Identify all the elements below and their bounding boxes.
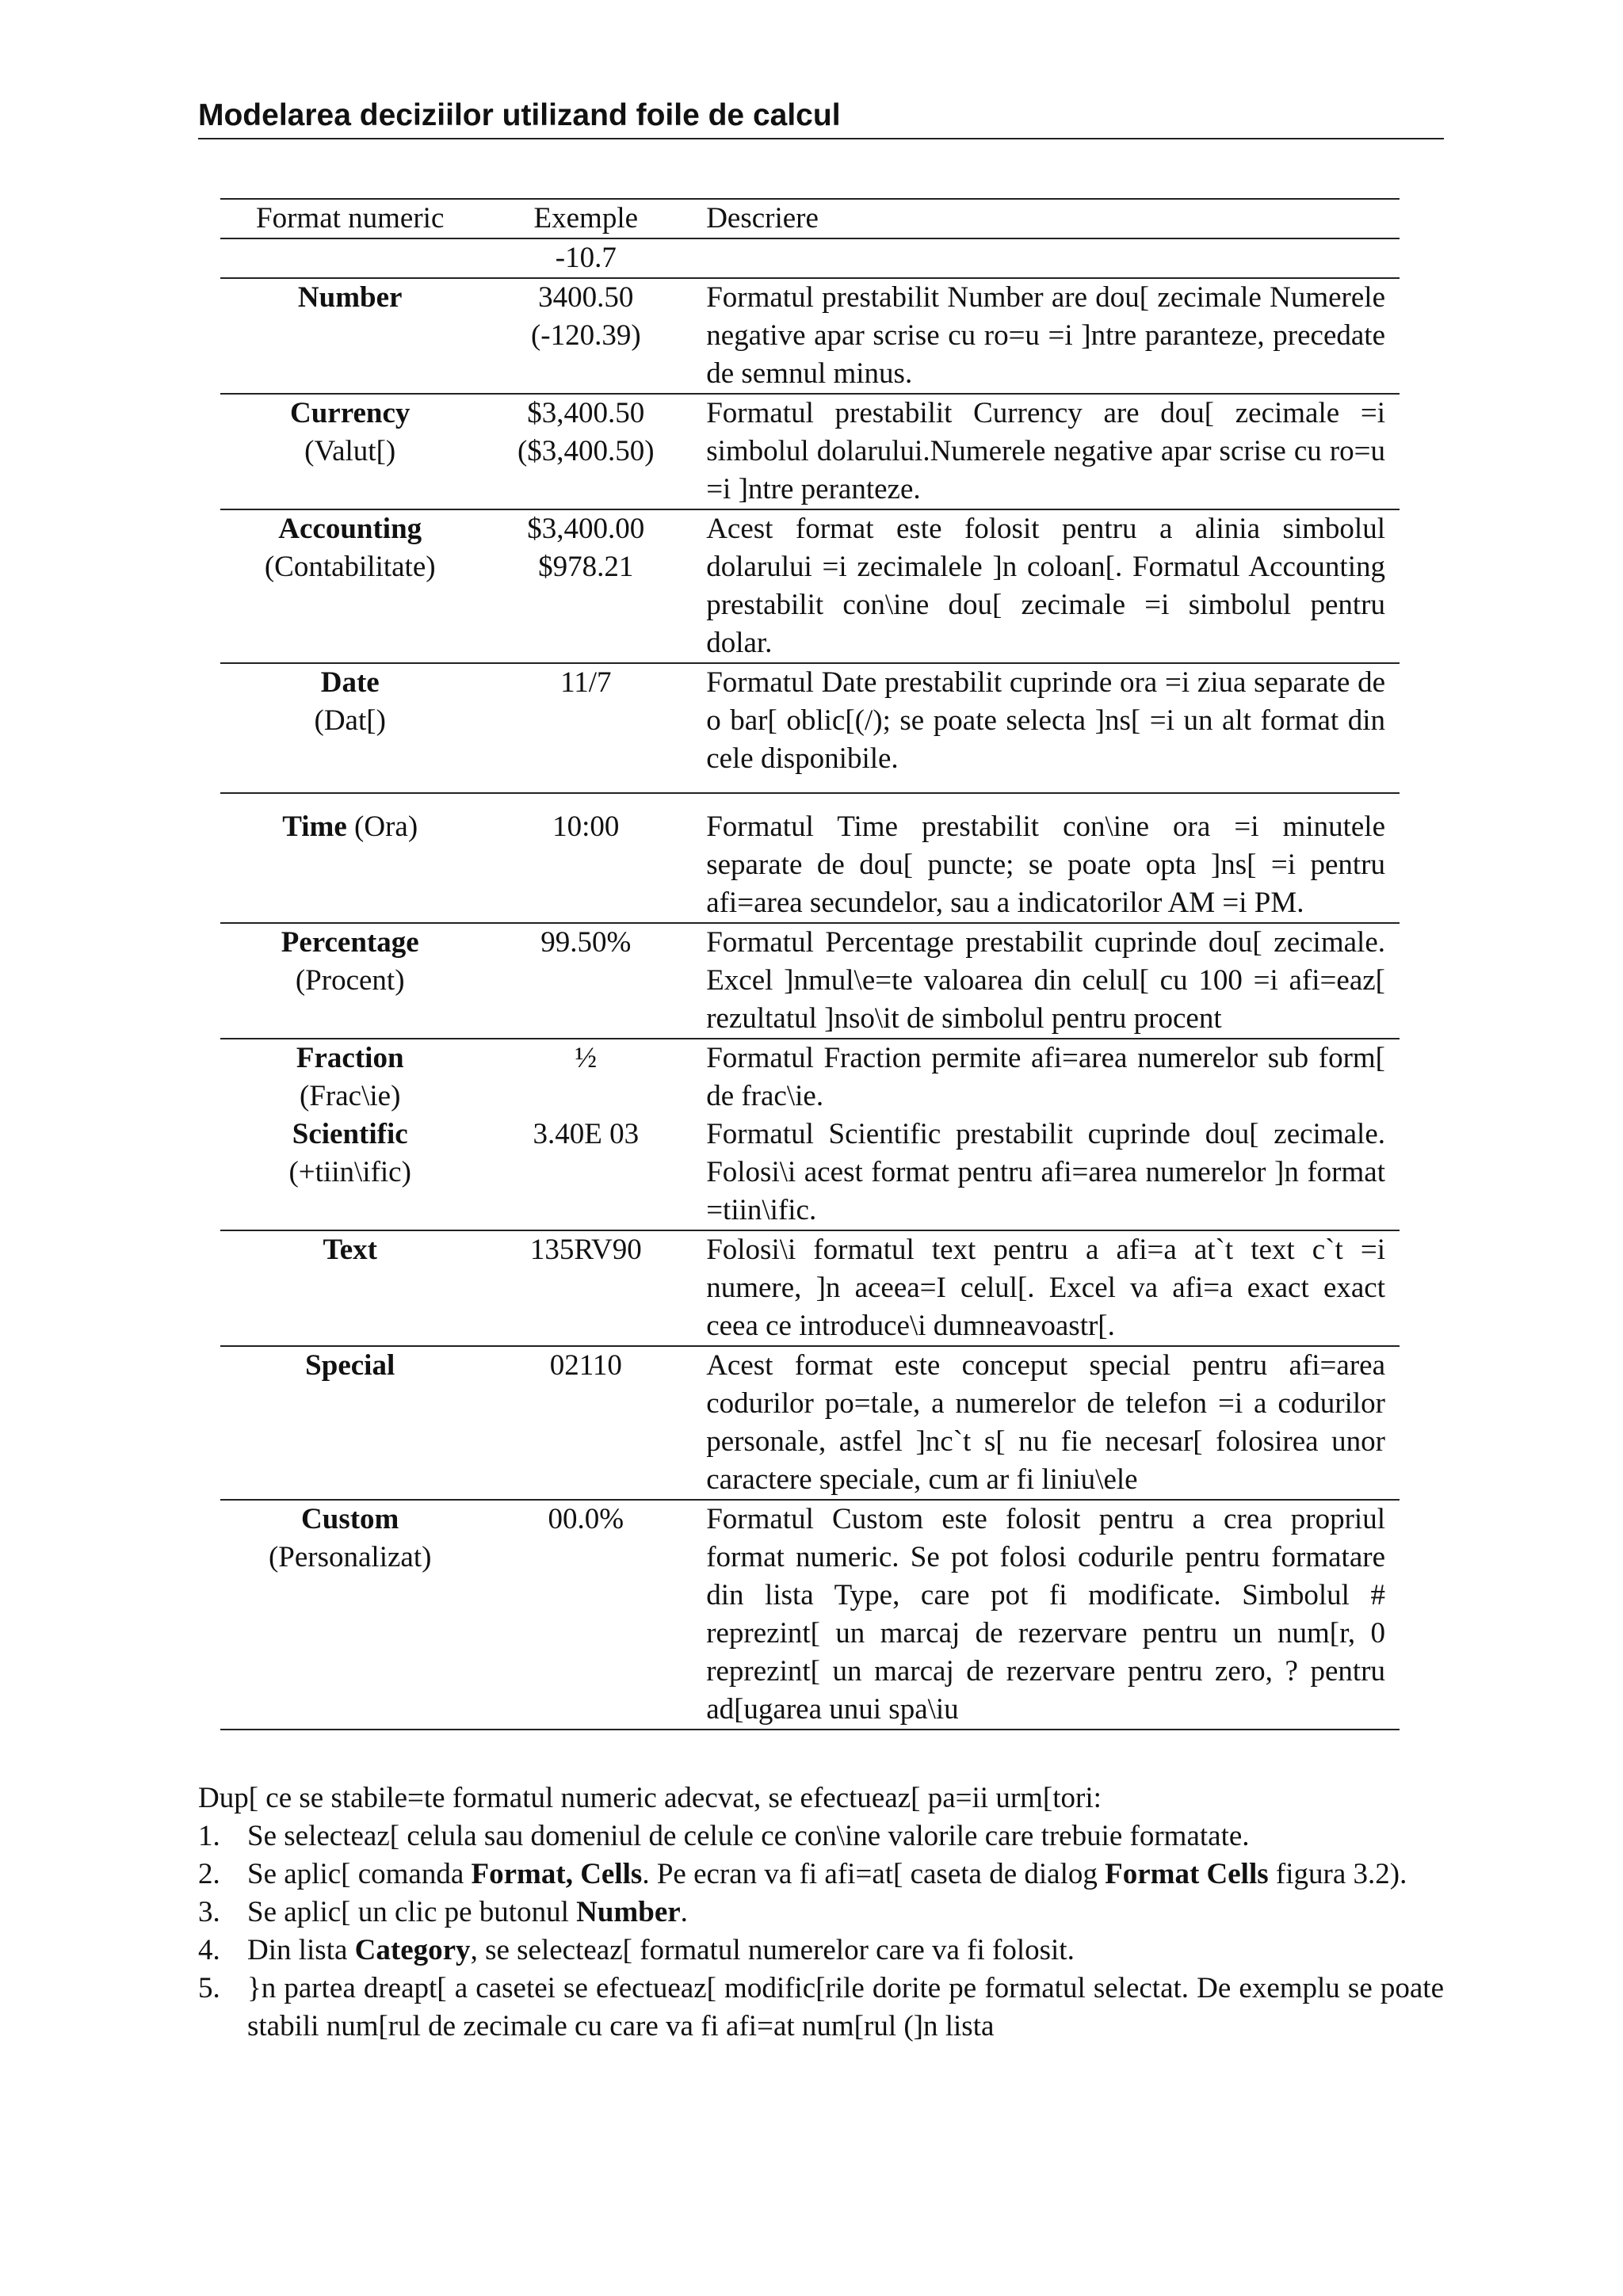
format-name: Date <box>320 666 380 699</box>
format-description: Formatul prestabilit Currency are dou[ zecimale =i simbolul dolarului.Numerele negative apar scrise cu ro=u =i ]ntre peranteze. <box>706 397 1385 505</box>
table-row <box>220 923 1400 1039</box>
step-text: }n partea dreapt[ a casetei se efectueaz[ modific[rile dorite pe formatul selectat. De exemplu se poate stabili num[rul de zecimale cu care va fi afi=at num[rul (]n lista <box>247 1972 1444 2042</box>
format-description: Acest format este folosit pentru a alinia simbolul dolarului =i zecimalele ]n coloan[. Formatul Accounting prestabilit con\ine dou[ zecimale =i simbolul pentru dolar. <box>706 513 1385 659</box>
step-text: Se selecteaz[ celula sau domeniul de celule ce con\ine valorile care trebuie formatate. <box>247 1820 1250 1852</box>
example-value: 11/7 <box>560 666 612 699</box>
example-value: $978.21 <box>538 551 634 583</box>
step-text: . <box>680 1896 688 1928</box>
page-header <box>198 97 1444 139</box>
format-name-translation: (Frac\ie) <box>300 1080 401 1112</box>
format-description: Formatul prestabilit Number are dou[ zecimale Numerele negative apar scrise cu ro=u =i ]ntre paranteze, precedate de semnul minus. <box>706 281 1385 390</box>
format-name-translation: (+tiin\ific) <box>288 1156 411 1188</box>
format-name: Accounting <box>278 513 422 545</box>
list-item <box>198 1932 1444 1970</box>
example-value: 99.50% <box>540 926 632 959</box>
example-value: 10:00 <box>552 810 620 843</box>
table-row <box>220 1500 1400 1730</box>
step-text: Se aplic[ un clic pe butonul <box>247 1896 577 1928</box>
format-name-translation: (Contabilitate) <box>264 551 436 583</box>
list-item <box>198 1970 1444 2046</box>
table-row <box>220 509 1400 663</box>
format-name: Text <box>323 1234 377 1266</box>
format-name: Number <box>297 281 403 314</box>
example-value: 00.0% <box>548 1503 624 1535</box>
instructions-intro: Dup[ ce se stabile=te formatul numeric adecvat, se efectueaz[ pa=ii urm[tori: <box>198 1782 1102 1814</box>
example-value: $3,400.50 <box>527 397 645 429</box>
example-value: 3.40E 03 <box>533 1118 640 1150</box>
table-row <box>220 1230 1400 1346</box>
example-value: ½ <box>575 1042 598 1074</box>
step-list-name: Category <box>354 1934 471 1966</box>
format-name-translation: (Personalizat) <box>268 1541 432 1573</box>
step-button-name: Number <box>576 1896 681 1928</box>
format-name: Special <box>305 1349 395 1382</box>
format-description: Formatul Time prestabilit con\ine ora =i minutele separate de dou[ puncte; se poate opta ]ns[ =i pentru afi=area secundelor, sau a indicatorilor AM =i PM. <box>706 810 1385 919</box>
format-name: Scientific <box>292 1118 408 1150</box>
column-header-format: Format numeric <box>256 202 445 235</box>
step-text: Se aplic[ comanda <box>247 1858 472 1890</box>
list-item <box>198 1817 1444 1855</box>
instructions-section <box>198 1779 1444 2046</box>
example-value: $3,400.00 <box>527 513 645 545</box>
number-format-table <box>220 198 1400 1730</box>
format-name: Currency <box>290 397 411 429</box>
step-text: . Pe ecran va fi afi=at[ caseta de dialog <box>642 1858 1106 1890</box>
example-value: 3400.50 <box>538 281 634 314</box>
list-item <box>198 1894 1444 1932</box>
format-description: Formatul Percentage prestabilit cuprinde dou[ zecimale. Excel ]nmul\e=te valoarea din celul[ cu 100 =i afi=eaz[ rezultatul ]nso\it de simbolul pentru procent <box>706 926 1385 1035</box>
format-name-translation: (Procent) <box>295 964 405 997</box>
table-row <box>220 238 1400 278</box>
step-text: , se selecteaz[ formatul numerelor care va fi folosit. <box>470 1934 1075 1966</box>
format-name-translation: (Dat[) <box>314 704 386 737</box>
step-number: 1. <box>198 1820 220 1852</box>
table-row <box>220 278 1400 394</box>
format-name: Time <box>282 810 347 843</box>
step-number: 5. <box>198 1972 220 2004</box>
format-description: Formatul Date prestabilit cuprinde ora =i ziua separate de o bar[ oblic[(/); se poate selecta ]ns[ =i un alt format din cele disponibile. <box>706 666 1385 775</box>
step-text: Din lista <box>247 1934 355 1966</box>
step-number: 4. <box>198 1934 220 1966</box>
format-name: Percentage <box>281 926 419 959</box>
example-value: (-120.39) <box>530 319 641 352</box>
list-item <box>198 1855 1444 1894</box>
table-row <box>220 793 1400 923</box>
format-name: Fraction <box>296 1042 404 1074</box>
example-value: -10.7 <box>555 242 617 274</box>
step-command: Format, Cells <box>471 1858 643 1890</box>
table-row <box>220 1346 1400 1500</box>
example-value: ($3,400.50) <box>517 435 655 467</box>
format-name-translation: (Valut[) <box>304 435 396 467</box>
step-number: 2. <box>198 1858 220 1890</box>
step-text: figura 3.2). <box>1268 1858 1407 1890</box>
format-name-translation: (Ora) <box>354 810 418 843</box>
table-row <box>220 394 1400 509</box>
column-header-examples: Exemple <box>533 202 639 235</box>
format-description: Formatul Custom este folosit pentru a crea propriul format numeric. Se pot folosi codurile pentru formatare din lista Type, care pot fi modificate. Simbolul # reprezint[ un marcaj de rezervare pentru un num[r, 0 reprezint[ un marcaj de rezervare pentru zero, ? pentru ad[ugarea unui spa\iu <box>706 1503 1385 1726</box>
format-description: Folosi\i formatul text pentru a afi=a at`t text c`t =i numere, ]n aceea=I celul[. Excel va afi=a exact exact ceea ce introduce\i dumneavoastr[. <box>706 1234 1385 1342</box>
format-description: Acest format este conceput special pentru afi=area codurilor po=tale, a numerelor de telefon =i a codurilor personale, astfel ]nc`t s[ nu fie necesar[ folosirea unor caractere speciale, cum ar fi liniu\ele <box>706 1349 1385 1496</box>
step-dialog-name: Format Cells <box>1105 1858 1269 1890</box>
column-header-description: Descriere <box>706 202 819 235</box>
page-title: Modelarea deciziilor utilizand foile de calcul <box>198 98 841 132</box>
example-value: 02110 <box>549 1349 622 1382</box>
format-description: Formatul Scientific prestabilit cuprinde dou[ zecimale. Folosi\i acest format pentru afi=area numerelor ]n format =tiin\ific. <box>706 1118 1385 1226</box>
table-header-row <box>220 199 1400 238</box>
format-name: Custom <box>301 1503 399 1535</box>
table-row <box>220 1116 1400 1230</box>
table-row <box>220 663 1400 793</box>
table-row <box>220 1039 1400 1116</box>
instructions-list <box>198 1817 1444 2046</box>
example-value: 135RV90 <box>529 1234 642 1266</box>
step-number: 3. <box>198 1896 220 1928</box>
format-description: Formatul Fraction permite afi=area numerelor sub form[ de frac\ie. <box>706 1042 1385 1112</box>
